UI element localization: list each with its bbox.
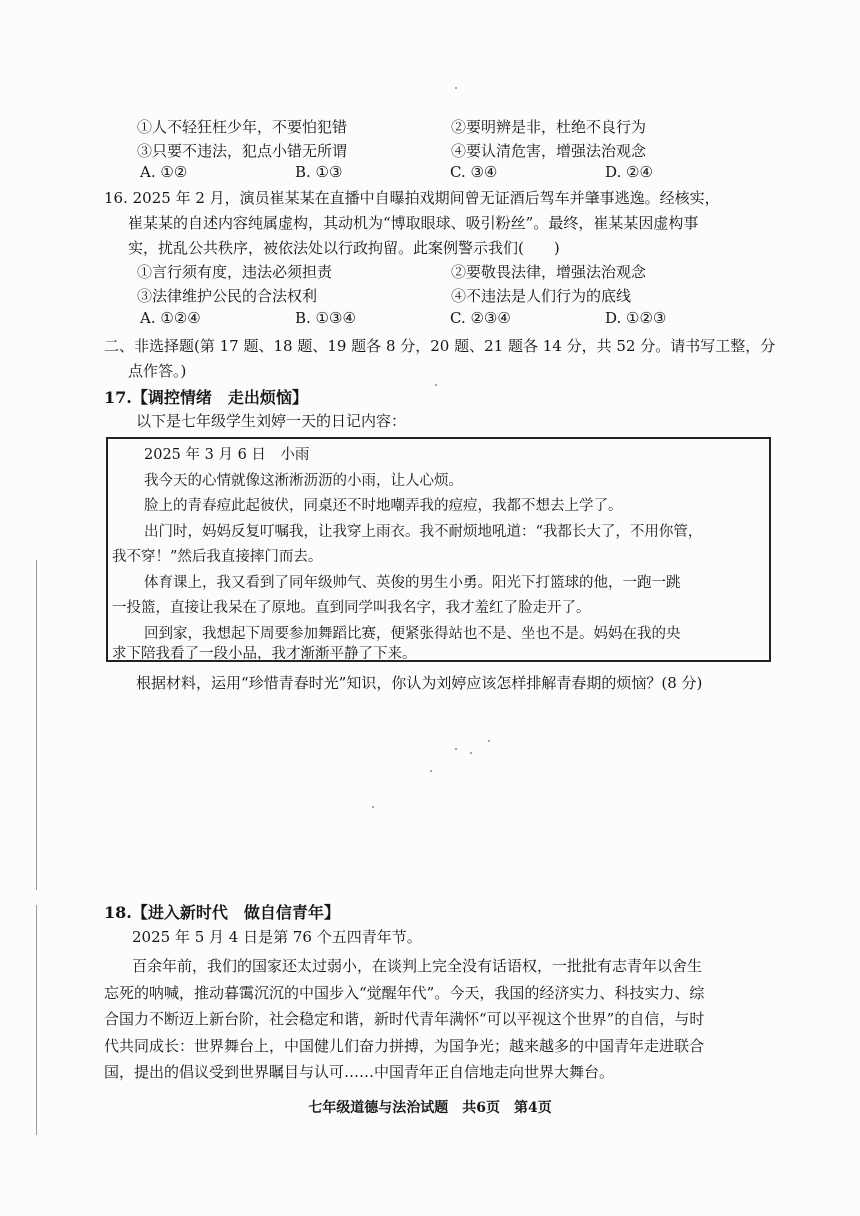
q18-intro: 2025 年 5 月 4 日是第 76 个五四青年节。 xyxy=(132,928,422,946)
q16-stem-line: 实，扰乱公共秩序，被依法处以行政拘留。此案例警示我们( ) xyxy=(128,239,560,257)
q18-passage-line: 国，提出的倡议受到世界瞩目与认可……中国青年正自信地走向世界大舞台。 xyxy=(104,1063,615,1081)
q15-option-4: ④要认清危害，增强法治观念 xyxy=(451,142,647,160)
q17-intro: 以下是七年级学生刘婷一天的日记内容： xyxy=(136,412,407,430)
q16-choice-a: A. ①②④ xyxy=(140,309,201,327)
q15-option-1: ①人不轻狂枉少年，不要怕犯错 xyxy=(137,118,348,136)
q16-options-row-2 xyxy=(137,285,777,309)
q15-choice-d: D. ②④ xyxy=(605,163,653,181)
scan-speck xyxy=(470,752,472,754)
q18-passage-line: 忘死的呐喊，推动暮霭沉沉的中国步入“觉醒年代”。今天，我国的经济实力、科技实力、综 xyxy=(104,983,705,1002)
diary-line: 一投篮，直接让我呆在了原地。直到同学叫我名字，我才羞红了脸走开了。 xyxy=(112,600,591,616)
q16-option-4: ④不违法是人们行为的底线 xyxy=(451,287,632,305)
q16-option-3: ③法律维护公民的合法权利 xyxy=(137,287,318,305)
section-2-heading-line: 二、非选择题(第 17 题、18 题、19 题各 8 分，20 题、21 题各 14 分，共 52 分。请书写工整，分 xyxy=(104,337,776,355)
scan-edge-line xyxy=(36,560,37,890)
scan-speck xyxy=(455,87,457,89)
q16-choice-c: C. ②③④ xyxy=(450,309,511,327)
diary-line: 体育课上，我又看到了同年级帅气、英俊的男生小勇。阳光下打篮球的他，一跑一跳 xyxy=(144,575,681,591)
diary-line: 我今天的心情就像这淅淅沥沥的小雨，让人心烦。 xyxy=(144,473,463,489)
q16-stem-line: 崔某某的自述内容纯属虚构，其动机为“博取眼球、吸引粉丝”。最终，崔某某因虚构事 xyxy=(128,214,699,232)
scan-speck xyxy=(435,384,437,386)
diary-line: 脸上的青春痘此起彼伏，同桌还不时地嘲弄我的痘痘，我都不想去上学了。 xyxy=(144,498,623,514)
section-2-heading-line: 点作答。) xyxy=(128,362,187,380)
diary-line: 出门时，妈妈反复叮嘱我，让我穿上雨衣。我不耐烦地吼道：“我都长大了，不用你管， xyxy=(144,524,703,540)
q16-choices-row xyxy=(140,309,780,333)
q15-options-row-1 xyxy=(137,116,777,140)
q15-option-2: ②要明辨是非，杜绝不良行为 xyxy=(451,118,647,136)
q17-diary-box xyxy=(106,437,771,662)
scan-speck xyxy=(430,770,432,772)
q17-title: 17.【调控情绪 走出烦恼】 xyxy=(104,388,308,407)
q15-option-3: ③只要不违法，犯点小错无所谓 xyxy=(137,142,348,160)
q18-passage-line: 代共同成长：世界舞台上，中国健儿们奋力拼搏，为国争光；越来越多的中国青年走进联合 xyxy=(104,1036,705,1055)
q17-question: 根据材料，运用“珍惜青春时光”知识，你认为刘婷应该怎样排解青春期的烦恼？(8 分) xyxy=(136,674,703,692)
q16-stem-line: 16. 2025 年 2 月，演员崔某某在直播中自曝拍戏期间曾无证酒后驾车并肇事逃逸。经核实， xyxy=(104,189,720,207)
q16-choice-b: B. ①③④ xyxy=(295,309,356,327)
diary-date: 2025 年 3 月 6 日 小雨 xyxy=(144,447,310,463)
q15-choice-b: B. ①③ xyxy=(295,163,343,181)
q18-title: 18.【进入新时代 做自信青年】 xyxy=(104,903,340,922)
q15-choices-row xyxy=(140,163,780,187)
q15-choice-a: A. ①② xyxy=(140,163,188,181)
diary-line: 回到家，我想起下周要参加舞蹈比赛，便紧张得站也不是、坐也不是。妈妈在我的央 xyxy=(144,626,681,642)
scan-speck xyxy=(455,748,457,750)
q16-options-row-1 xyxy=(137,261,777,285)
diary-line: 求下陪我看了一段小品，我才渐渐平静了下来。 xyxy=(112,646,417,662)
section-2-heading xyxy=(104,334,775,384)
q16-option-2: ②要敬畏法律，增强法治观念 xyxy=(451,263,647,281)
scan-speck xyxy=(372,806,374,808)
scan-speck xyxy=(488,740,490,742)
q18-passage-line: 合国力不断迈上新台阶，社会稳定和谐，新时代青年满怀“可以平视这个世界”的自信，与时 xyxy=(104,1010,705,1028)
q15-choice-c: C. ③④ xyxy=(450,163,498,181)
q16-stem xyxy=(104,186,720,261)
q15-options-row-2 xyxy=(137,140,777,164)
q18-passage-line: 百余年前，我们的国家还太过弱小，在谈判上完全没有话语权，一批批有志青年以舍生 xyxy=(132,957,703,975)
q16-choice-d: D. ①②③ xyxy=(605,309,667,327)
page-footer: 七年级道德与法治试题 共6页 第4页 xyxy=(308,1100,552,1116)
q16-option-1: ①言行须有度，违法必须担责 xyxy=(137,263,333,281)
diary-line: 我不穿！”然后我直接摔门而去。 xyxy=(112,549,323,565)
q18-passage xyxy=(104,953,704,1086)
